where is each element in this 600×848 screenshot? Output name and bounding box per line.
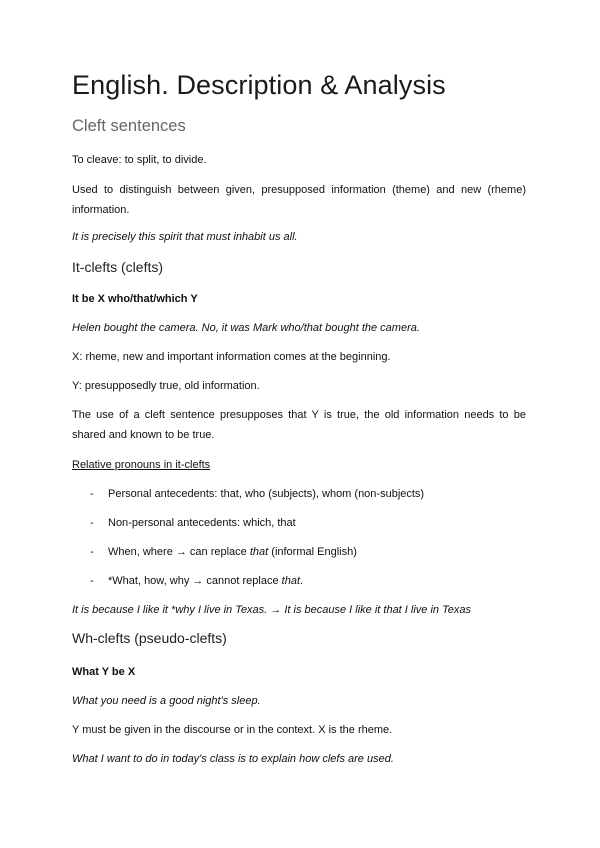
- list-item-emphasis: that: [281, 575, 301, 587]
- list-item-emphasis: that: [249, 546, 269, 558]
- list-bullet: -: [90, 488, 94, 500]
- paragraph-given-rheme: Y must be given in the discourse or in the context. X is the rheme.: [72, 724, 393, 736]
- paragraph-cleave-definition: To cleave: to split, to divide.: [72, 154, 207, 166]
- example-sentence: It is because I like it *why I live in Texas. → It is because I like it that I live in Texas: [72, 604, 472, 616]
- paragraph-line: shared and known to be true.: [72, 429, 215, 441]
- example-sentence: What you need is a good night's sleep.: [72, 695, 261, 707]
- paragraph-x-definition: X: rheme, new and important information comes at the beginning.: [72, 351, 391, 363]
- page-title: English. Description & Analysis: [72, 70, 446, 100]
- list-item-text: (informal English): [268, 546, 357, 558]
- paragraph-line: The use of a cleft sentence presupposes that Y is true, the old information needs to be: [72, 409, 526, 421]
- section-heading-wh-clefts: Wh-clefts (pseudo-clefts): [72, 630, 227, 646]
- formula-it-cleft: It be X who/that/which Y: [72, 293, 198, 305]
- example-sentence: It is precisely this spirit that must inhabit us all.: [72, 231, 298, 243]
- paragraph-cleft-presupposition: [72, 405, 526, 445]
- example-sentence: What I want to do in today's class is to explain how clefs are used.: [72, 753, 394, 765]
- list-item-text: *What, how, why → cannot replace: [108, 575, 282, 587]
- list-item: [108, 571, 303, 591]
- paragraph-y-definition: Y: presupposedly true, old information.: [72, 380, 260, 392]
- page-subtitle: Cleft sentences: [72, 117, 186, 135]
- example-sentence: Helen bought the camera. No, it was Mark who/that bought the camera.: [72, 322, 420, 334]
- list-item-text: When, where → can replace: [108, 546, 250, 558]
- list-item: [108, 542, 357, 562]
- section-heading-it-clefts: It-clefts (clefts): [72, 259, 164, 275]
- list-item: Personal antecedents: that, who (subjects), whom (non-subjects): [108, 488, 425, 500]
- paragraph-used-to-distinguish: [72, 180, 526, 220]
- paragraph-line: Used to distinguish between given, presupposed information (theme) and new (rheme): [72, 184, 526, 196]
- list-bullet: -: [90, 546, 94, 558]
- list-bullet: -: [90, 517, 94, 529]
- list-bullet: -: [90, 575, 94, 587]
- list-item-text: .: [300, 575, 304, 587]
- list-item: Non-personal antecedents: which, that: [108, 517, 296, 529]
- formula-wh-cleft: What Y be X: [72, 666, 136, 678]
- paragraph-line: information.: [72, 204, 130, 216]
- subheading-relative-pronouns: Relative pronouns in it-clefts: [72, 459, 211, 471]
